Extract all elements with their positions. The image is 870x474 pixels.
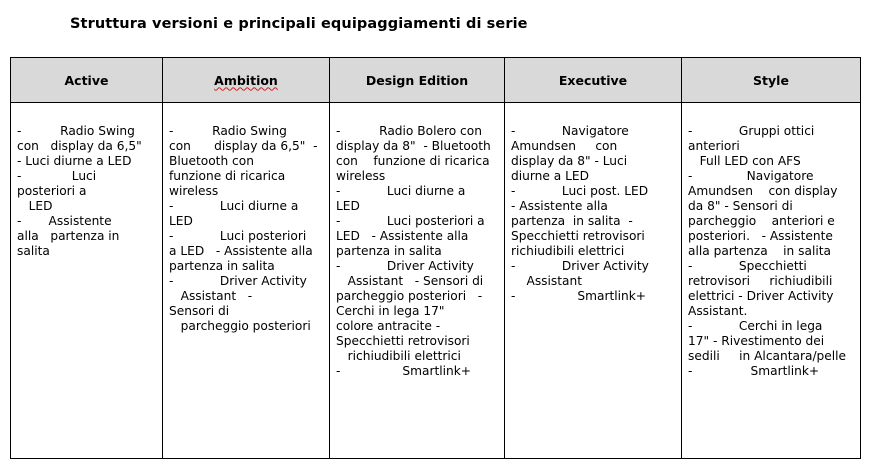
cell-line: Sensori di: [169, 304, 230, 318]
header-active: Active: [11, 58, 163, 103]
cell-line: colore antracite -: [336, 319, 441, 333]
cell-line: - Radio Swing: [169, 124, 287, 138]
cell-line: - Radio Swing: [17, 124, 135, 138]
cell-design-edition-text: [330, 103, 504, 379]
cell-line: - Smartlink+: [511, 289, 647, 303]
cell-line: Amundsen con display: [688, 184, 838, 198]
cell-line: wireless: [336, 169, 386, 183]
cell-line: Assistant - Sensori di: [336, 274, 484, 288]
cell-line: alla partenza in salita: [688, 244, 831, 258]
cell-line: LED: [169, 214, 193, 228]
cell-line: parcheggio posteriori -: [336, 289, 483, 303]
cell-line: LED: [17, 199, 53, 213]
cell-line: - Smartlink+: [688, 364, 820, 378]
cell-line: Specchietti retrovisori: [511, 229, 645, 243]
cell-line: display da 8" - Bluetooth: [336, 139, 491, 153]
header-style: Style: [682, 58, 861, 103]
cell-line: alla partenza in: [17, 229, 120, 243]
cell-line: diurne a LED: [511, 169, 589, 183]
cell-line: Bluetooth con: [169, 154, 254, 168]
cell-line: - Luci: [17, 169, 97, 183]
cell-line: posteriori. - Assistente: [688, 229, 833, 243]
cell-style: [682, 103, 861, 459]
cell-line: - Driver Activity: [511, 259, 649, 273]
cell-line: - Assistente alla: [511, 199, 608, 213]
cell-line: LED: [336, 199, 360, 213]
cell-line: - Driver Activity: [336, 259, 474, 273]
cell-line: funzione di ricarica: [169, 169, 286, 183]
cell-line: richiudibili elettrici: [336, 349, 461, 363]
cell-line: da 8" - Sensori di: [688, 199, 793, 213]
cell-line: - Driver Activity: [169, 274, 307, 288]
cell-line: con funzione di ricarica: [336, 154, 490, 168]
cell-line: Cerchi in lega 17": [336, 304, 445, 318]
cell-line: Amundsen con: [511, 139, 618, 153]
cell-line: posteriori a: [17, 184, 87, 198]
cell-line: - Cerchi in lega: [688, 319, 823, 333]
cell-ambition: [163, 103, 330, 459]
cell-line: richiudibili elettrici: [511, 244, 625, 258]
cell-line: wireless: [169, 184, 219, 198]
cell-line: Full LED con AFS: [688, 154, 801, 168]
cell-line: display da 8" - Luci: [511, 154, 628, 168]
cell-line: partenza in salita -: [511, 214, 633, 228]
cell-line: 17" - Rivestimento dei: [688, 334, 825, 348]
cell-line: sedili in Alcantara/pelle: [688, 349, 847, 363]
cell-line: con display da 6,5": [17, 139, 142, 153]
cell-active: [11, 103, 163, 459]
cell-line: partenza in salita: [169, 259, 275, 273]
cell-line: a LED - Assistente alla: [169, 244, 313, 258]
header-executive: Executive: [505, 58, 682, 103]
cell-executive: [505, 103, 682, 459]
cell-line: retrovisori richiudibili: [688, 274, 833, 288]
cell-style-text: [682, 103, 860, 379]
cell-line: - Assistente: [17, 214, 112, 228]
cell-line: - Specchietti: [688, 259, 807, 273]
cell-line: - Gruppi ottici: [688, 124, 815, 138]
document-title: Struttura versioni e principali equipaggiamenti di serie: [70, 16, 528, 32]
cell-line: - Navigatore: [511, 124, 629, 138]
cell-line: Specchietti retrovisori: [336, 334, 470, 348]
cell-ambition-text: [163, 103, 329, 334]
cell-executive-text: [505, 103, 681, 304]
cell-line: salita: [17, 244, 50, 258]
versions-table: [10, 57, 861, 459]
cell-line: - Radio Bolero con: [336, 124, 482, 138]
cell-line: Assistant.: [688, 304, 748, 318]
header-row: [11, 58, 861, 103]
cell-line: Assistant: [511, 274, 583, 288]
cell-line: - Luci diurne a: [336, 184, 466, 198]
cell-line: con display da 6,5" -: [169, 139, 318, 153]
cell-line: partenza in salita: [336, 244, 442, 258]
cell-line: - Luci posteriori a: [336, 214, 485, 228]
cell-line: LED - Assistente alla: [336, 229, 469, 243]
cell-line: - Navigatore: [688, 169, 814, 183]
header-design-edition: Design Edition: [330, 58, 505, 103]
cell-line: anteriori: [688, 139, 740, 153]
cell-active-text: [11, 103, 162, 259]
header-ambition: [163, 58, 330, 103]
header-ambition-label: Ambition: [214, 72, 278, 88]
content-row: [11, 103, 861, 459]
cell-line: parcheggio posteriori: [169, 319, 311, 333]
cell-line: - Luci post. LED: [511, 184, 649, 198]
cell-line: - Luci diurne a LED: [17, 154, 132, 168]
cell-line: - Smartlink+: [336, 364, 472, 378]
cell-line: parcheggio anteriori e: [688, 214, 835, 228]
cell-line: Assistant -: [169, 289, 253, 303]
cell-line: - Luci diurne a: [169, 199, 299, 213]
cell-line: elettrici - Driver Activity: [688, 289, 834, 303]
cell-design-edition: [330, 103, 505, 459]
cell-line: - Luci posteriori: [169, 229, 307, 243]
